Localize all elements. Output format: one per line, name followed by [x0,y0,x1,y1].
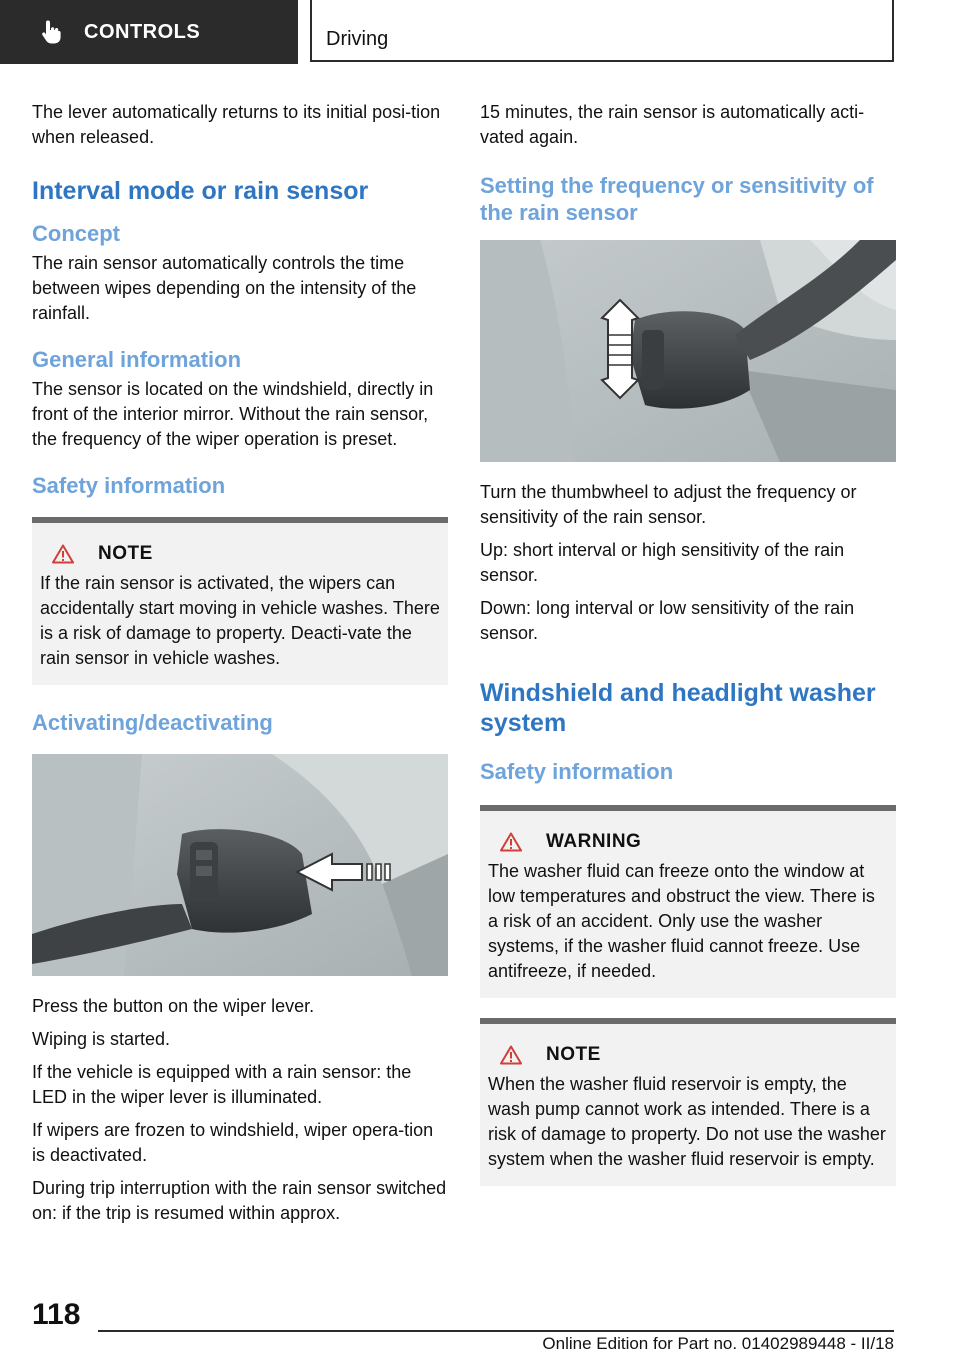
paragraph-wiping-started: Wiping is started. [32,1029,171,1049]
warning-triangle-icon [500,1045,522,1065]
note-box [32,517,448,685]
note-title-2: NOTE [546,1044,601,1065]
paragraph-up: Up: short interval or high sensitivity of the rain sensor. [480,540,845,585]
chapter-box [310,0,894,62]
thumbwheel-image [480,240,896,462]
paragraph-down: Down: long interval or low sensitivity of the rain sensor. [480,598,855,643]
hand-pointer-icon [40,19,64,45]
edition-footer: Online Edition for Part no. 01402989448 - II/18 [542,1334,894,1353]
warning-triangle-icon [52,544,74,564]
paragraph-press-button: Press the button on the wiper lever. [32,996,315,1016]
heading-washer-system: Windshield and headlight washer system [480,679,876,737]
heading-setting-frequency: Setting the frequency or sensitivity of the rain sensor [480,173,874,225]
note-title: NOTE [98,543,153,564]
heading-safety-information: Safety information [32,473,226,498]
note-box-2 [480,1018,896,1186]
paragraph-intro: The lever automatically returns to its initial posi‐tion when released. [32,102,441,147]
warning-box [480,805,896,998]
heading-general-information: General information [32,347,242,372]
page-number: 118 [32,1298,81,1331]
warning-text: The washer fluid can freeze onto the window at low temperatures and obstruct the view. There is a risk of an accident. Only use the washer systems, if the washer fluid cannot freeze. Use antifreeze, if needed. [488,861,875,981]
heading-safety-information-2: Safety information [480,759,674,784]
note-text: If the rain sensor is activated, the wipers can accidentally start moving in vehicle washes. There is a risk of damage to property. Deacti‐vate the rain sensor in vehicle washes. [40,573,440,668]
warning-title: WARNING [546,831,642,852]
heading-concept: Concept [32,221,120,246]
paragraph-concept: The rain sensor automatically controls the time between wipes depending on the intensity of the rainfall. [32,253,417,323]
chapter-title: Driving [326,28,389,50]
note-text-2: When the washer fluid reservoir is empty, the wash pump cannot work as intended. There is a risk of damage to property. Do not use the washer system when the washer fluid reservoir is empty. [488,1074,886,1169]
paragraph-turn-thumbwheel: Turn the thumbwheel to adjust the frequency or sensitivity of the rain sensor. [480,482,857,527]
heading-activating: Activating/deactivating [32,710,273,735]
section-tab [0,0,298,64]
heading-interval-mode: Interval mode or rain sensor [32,177,369,205]
paragraph-continued: 15 minutes, the rain sensor is automatically acti‐vated again. [480,102,865,147]
paragraph-general: The sensor is located on the windshield, directly in front of the interior mirror. Without the rain sensor, the frequency of the wiper operation is preset. [32,379,434,449]
paragraph-led: If the vehicle is equipped with a rain sensor: the LED in the wiper lever is illuminated. [32,1062,412,1107]
section-title: CONTROLS [84,20,201,43]
paragraph-frozen: If wipers are frozen to windshield, wiper opera‐tion is deactivated. [32,1120,434,1165]
right-column [480,100,896,1204]
wiper-lever-button-image [32,754,448,976]
warning-triangle-icon [500,832,522,852]
paragraph-trip-interruption: During trip interruption with the rain sensor switched on: if the trip is resumed within approx. [32,1178,447,1223]
footer-divider [98,1330,894,1332]
left-column [32,100,448,1234]
